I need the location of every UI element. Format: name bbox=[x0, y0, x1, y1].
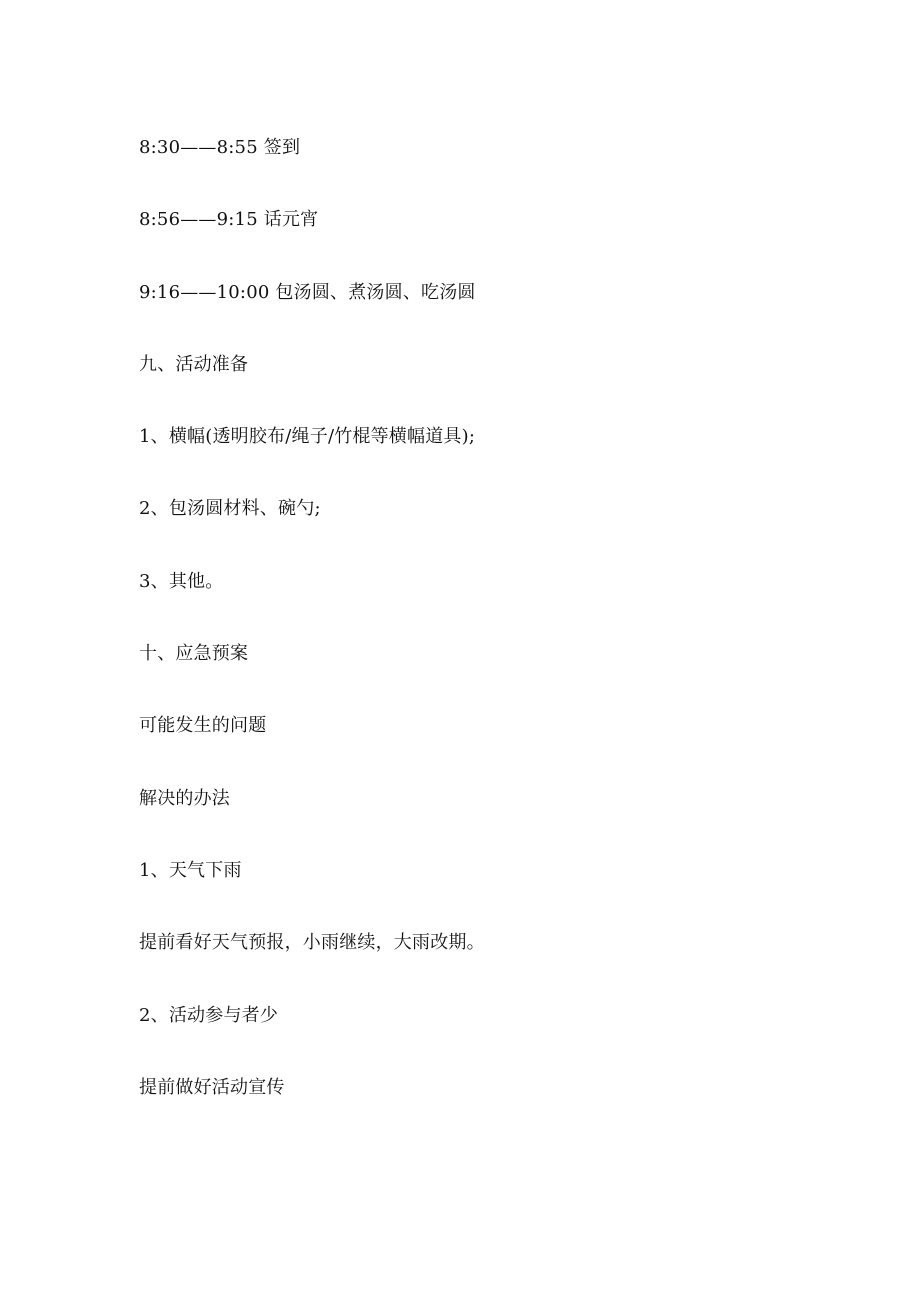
problem-1: 1、天气下雨 bbox=[139, 860, 242, 881]
problem-2: 2、活动参与者少 bbox=[139, 1005, 279, 1026]
prep-item-3: 3、其他。 bbox=[139, 571, 224, 592]
schedule-signin: 8:30——8:55 签到 bbox=[139, 137, 301, 158]
solutions-label: 解决的办法 bbox=[139, 788, 230, 809]
prep-item-2: 2、包汤圆材料、碗勺; bbox=[139, 498, 321, 519]
problems-label: 可能发生的问题 bbox=[139, 715, 267, 736]
schedule-tangyuan: 9:16——10:00 包汤圆、煮汤圆、吃汤圆 bbox=[139, 282, 476, 303]
solution-1: 提前看好天气预报，小雨继续，大雨改期。 bbox=[139, 932, 485, 953]
schedule-talk-lantern: 8:56——9:15 话元宵 bbox=[139, 209, 319, 230]
section-heading-emergency: 十、应急预案 bbox=[139, 643, 249, 664]
solution-2: 提前做好活动宣传 bbox=[139, 1077, 285, 1098]
prep-item-1: 1、横幅(透明胶布/绳子/竹棍等横幅道具); bbox=[139, 426, 476, 447]
section-heading-preparation: 九、活动准备 bbox=[139, 354, 249, 375]
